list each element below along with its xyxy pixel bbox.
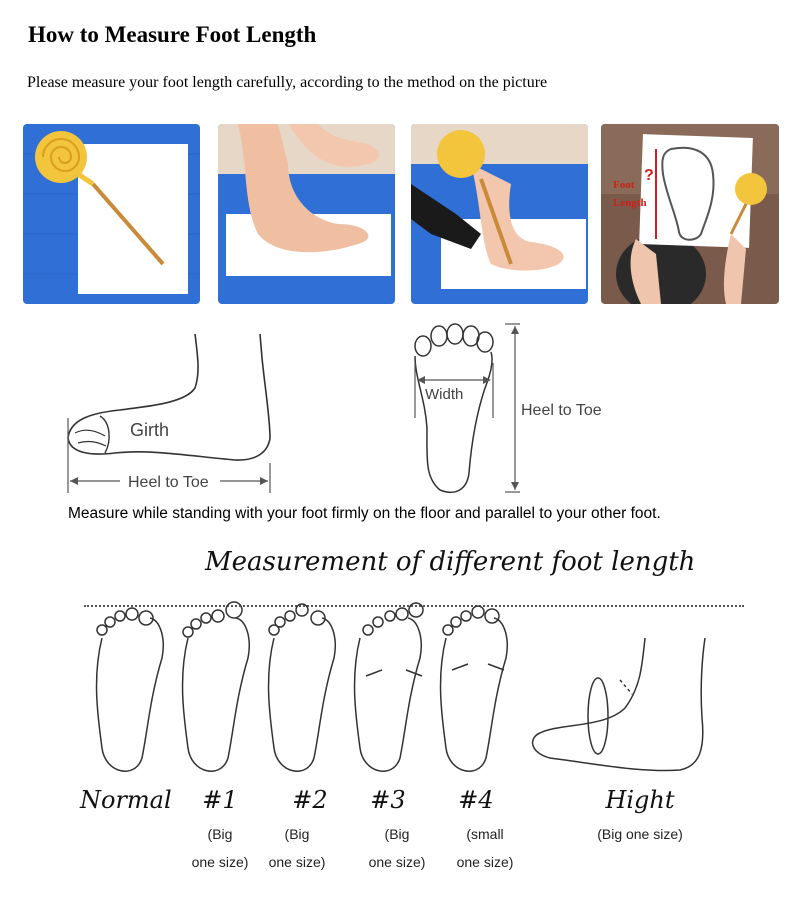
photo-tracing-foot	[411, 124, 588, 304]
foot-type-label-high: Hight	[605, 786, 675, 814]
foot-outline-high-instep	[533, 638, 705, 771]
foot-type-note-3	[362, 820, 432, 876]
foot-outline-1	[183, 602, 250, 771]
tracing-illustration	[411, 124, 588, 304]
page-subtitle: Please measure your foot length carefully, according to the method on the picture	[27, 74, 548, 91]
photo-paper-and-pen	[23, 124, 200, 304]
foot-type-note-high-line1: (Big one size)	[597, 826, 683, 842]
foot-type-label-3: #3	[370, 786, 406, 814]
instruction-text: Measure while standing with your foot firmly on the floor and parallel to your other foot.	[68, 505, 661, 522]
foot-outline-4	[441, 606, 508, 771]
foot-outline-normal	[97, 608, 164, 771]
foot-type-note-3-line2: one size)	[368, 854, 426, 870]
foot-type-note-high	[580, 820, 700, 848]
page-title: How to Measure Foot Length	[28, 22, 317, 47]
foot-type-note-1-line2: one size)	[191, 854, 249, 870]
foot-outline-2	[269, 604, 336, 771]
photo-foot-outline	[601, 124, 779, 304]
girth-label: Girth	[130, 420, 170, 440]
foot-type-label-normal: Normal	[80, 786, 172, 814]
foot-outline-3	[355, 603, 423, 771]
foot-type-note-4-line1: (small	[466, 826, 504, 842]
foot-type-note-3-line1: (Big	[384, 826, 410, 842]
paper-pen-illustration	[23, 124, 200, 304]
width-label: Width	[425, 386, 464, 403]
foot-type-label-2: #2	[292, 786, 328, 814]
side-heel-to-toe-label: Heel to Toe	[128, 474, 209, 491]
foot-on-paper-illustration	[218, 124, 395, 304]
top-view-foot-diagram	[405, 318, 635, 498]
foot-label-line2: Length	[613, 197, 647, 209]
side-view-foot-diagram	[60, 328, 290, 500]
outline-illustration	[601, 124, 779, 304]
foot-type-note-1-line1: (Big	[207, 826, 233, 842]
foot-type-note-2-line1: (Big	[284, 826, 310, 842]
top-heel-to-toe-label: Heel to Toe	[521, 402, 602, 419]
question-mark: ?	[644, 167, 654, 184]
foot-type-note-2	[262, 820, 332, 876]
foot-types-illustration	[80, 598, 720, 788]
foot-type-note-2-line2: one size)	[268, 854, 326, 870]
foot-type-note-1	[185, 820, 255, 876]
photo-foot-on-paper	[218, 124, 395, 304]
foot-label-line1: Foot	[613, 179, 635, 191]
foot-type-label-1: #1	[202, 786, 238, 814]
section-heading: Measurement of different foot length	[205, 547, 696, 577]
foot-type-note-4	[450, 820, 520, 876]
foot-type-note-4-line2: one size)	[456, 854, 514, 870]
foot-type-label-4: #4	[458, 786, 494, 814]
